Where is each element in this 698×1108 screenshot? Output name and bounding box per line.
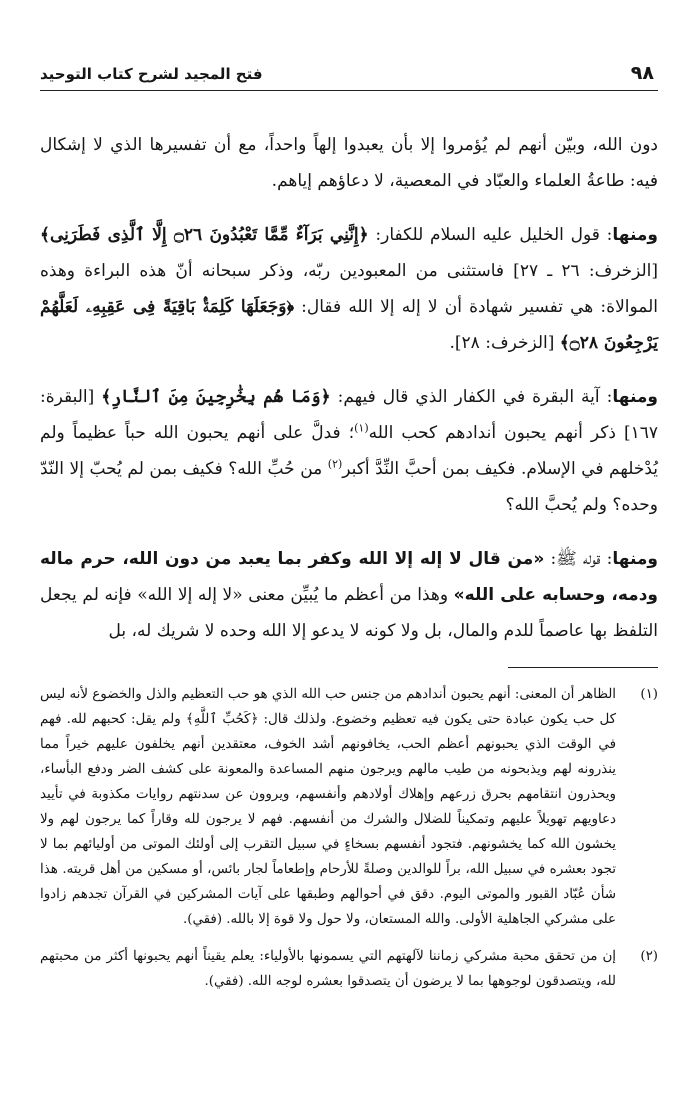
paragraph-body: ؛ فدلَّ على أنهم يحبون الله حباً عظيماً ولم يُدْخلهم في الإسلام. فكيف بمن أحبَّ النِّدَّ أكبر — [40, 423, 658, 479]
paragraph-body: [الزخرف: ٢٦ ـ ٢٧] فاستثنى من المعبودين ربّه، وذكر سبحانه أنّ هذه البراءة وهذه الموالاة: هي تفسير شهادة أن لا إله إلا الله فقال: — [40, 261, 658, 317]
paragraph-3 — [40, 379, 658, 523]
footnote-separator — [508, 667, 658, 668]
paragraph-body: [البقرة: ١٦٧] ذكر أنهم يحبون أندادهم كحب الله — [40, 387, 658, 443]
paragraph-lead: ومنها — [612, 225, 658, 245]
footnote-text: الظاهر أن المعنى: أنهم يحبون أندادهم من جنس حب الله الذي هو حب التعظيم والذل والخضوع لأنه ليس كل حب يكون عبادة حتى يكون فيه تعظيم وخضوع. ولذلك قال: ﴿كَحُبِّ ٱللَّهِ﴾ ولم يقل: كحبهم لله. فهم في الوقت الذي يحبونهم أعظم الحب، يخافونهم أشد الخوف، معتقدين أنهم يخلفون عليهم خيراً مما ينذرونه لهم ويذبحونه من طيب مالهم ويرجون منهم المساعدة والمعونة على كشف الضر ودفع البأساء، ويحذرون انتقامهم بحرق زرعهم وإهلاك أولادهم وأنفسهم، ويروون عن سدنتهم روايات مكذوبة في تأييد دعاويهم تهويلاً عليهم وتمكيناً للضلال والشرك من أنفسهم. فهم لا يرجون لله وقاراً كما يرجون لهم ولا يخشون الله كما يخشونهم. فتجود أنفسهم بسخاءٍ في سبيل التقرب إلى أولئك الموتى من أوليائهم بما لا تجود بعشره في سبيل الله، براً للوالدين وصلةً للأرحام وإطعاماً لجار بائس، أو مسكين من أهل قريته. هذا شأن عُبّاد القبور والموتى اليوم. دقق في أحوالهم وطبقها على آيات المشركين في القرآن تجدهم زادوا على مشركي الجاهلية الأولى. والله المستعان، ولا حول ولا قوة إلا بالله. (فقي). — [40, 687, 616, 927]
paragraph-1 — [40, 127, 658, 199]
paragraph-intro: : قول الخليل عليه السلام للكفار: — [368, 225, 613, 245]
hadith-quote: «من قال لا إله إلا الله وكفر بما يعبد من دون الله، حرم ماله ودمه، وحسابه على الله» — [40, 549, 658, 605]
page-header — [40, 58, 658, 91]
footnote-ref-1[interactable]: (١) — [354, 421, 369, 435]
paragraph-intro: : آية البقرة في الكفار الذي قال فيهم: — [330, 387, 613, 407]
paragraph-body: دون الله، وبيّن أنهم لم يُؤمروا إلا بأن يعبدوا إلهاً واحداً، مع أن تفسيرها الذي لا إشكال فيه: طاعةُ العلماء والعبّاد في المعصية، لا دعاؤهم إياهم. — [40, 135, 658, 191]
quran-verse: ﴿إِنَّنِي بَرَآءٌ مِّمَّا تَعْبُدُونَ ۝٢٦ إِلَّا ٱلَّذِى فَطَرَنِى﴾ — [40, 225, 369, 245]
running-title: فتح المجيد لشرح كتاب التوحيد — [40, 65, 263, 83]
paragraph-2 — [40, 217, 658, 361]
page-number: ٩٨ — [630, 62, 654, 84]
footnote-number: (٢) — [640, 949, 658, 964]
quran-verse: ﴿وَجَعَلَهَا كَلِمَةًۢ بَاقِيَةً فِى عَقِبِهِۦ لَعَلَّهُمْ يَرْجِعُونَ ۝٢٨﴾ — [40, 297, 658, 353]
footnotes — [40, 682, 658, 994]
footnote-2 — [40, 944, 658, 994]
paragraph-lead: ومنها — [612, 549, 658, 569]
quran-verse: ﴿وَمَا هُم بِخَٰرِجِينَ مِنَ ٱلنَّارِ﴾ — [101, 387, 331, 407]
footnote-1 — [40, 682, 658, 932]
main-text — [40, 127, 658, 649]
paragraph-tail: [الزخرف: ٢٨]. — [449, 333, 560, 353]
footnote-number: (١) — [640, 687, 658, 702]
paragraph-body: وهذا من أعظم ما يُبيِّن معنى «لا إله إلا الله» فإنه لم يجعل التلفظ بها عاصماً للدم والمال، بل ولا كونه لا يدعو إلا الله وحده لا شريك له، بل — [40, 585, 658, 641]
paragraph-tail: من حُبِّ الله؟ فكيف بمن لم يُحبّ إلا النّدّ وحده؟ ولم يُحبَّ الله؟ — [40, 459, 658, 515]
paragraph-4 — [40, 541, 658, 649]
book-page — [40, 58, 658, 1078]
footnote-ref-2[interactable]: (٢) — [327, 457, 343, 471]
paragraph-intro: : قوله ﷺ: — [544, 549, 613, 569]
paragraph-lead: ومنها — [612, 387, 658, 407]
footnote-text: إن من تحقق محبة مشركي زماننا لآلهتهم التي يسمونها بالأولياء: يعلم يقيناً أنهم يحبونها أكثر من محبتهم لله، ويتصدقون لوجوهها بما لا يرضون أن يتصدقوا بعشره لوجه الله. (فقي). — [40, 949, 616, 989]
